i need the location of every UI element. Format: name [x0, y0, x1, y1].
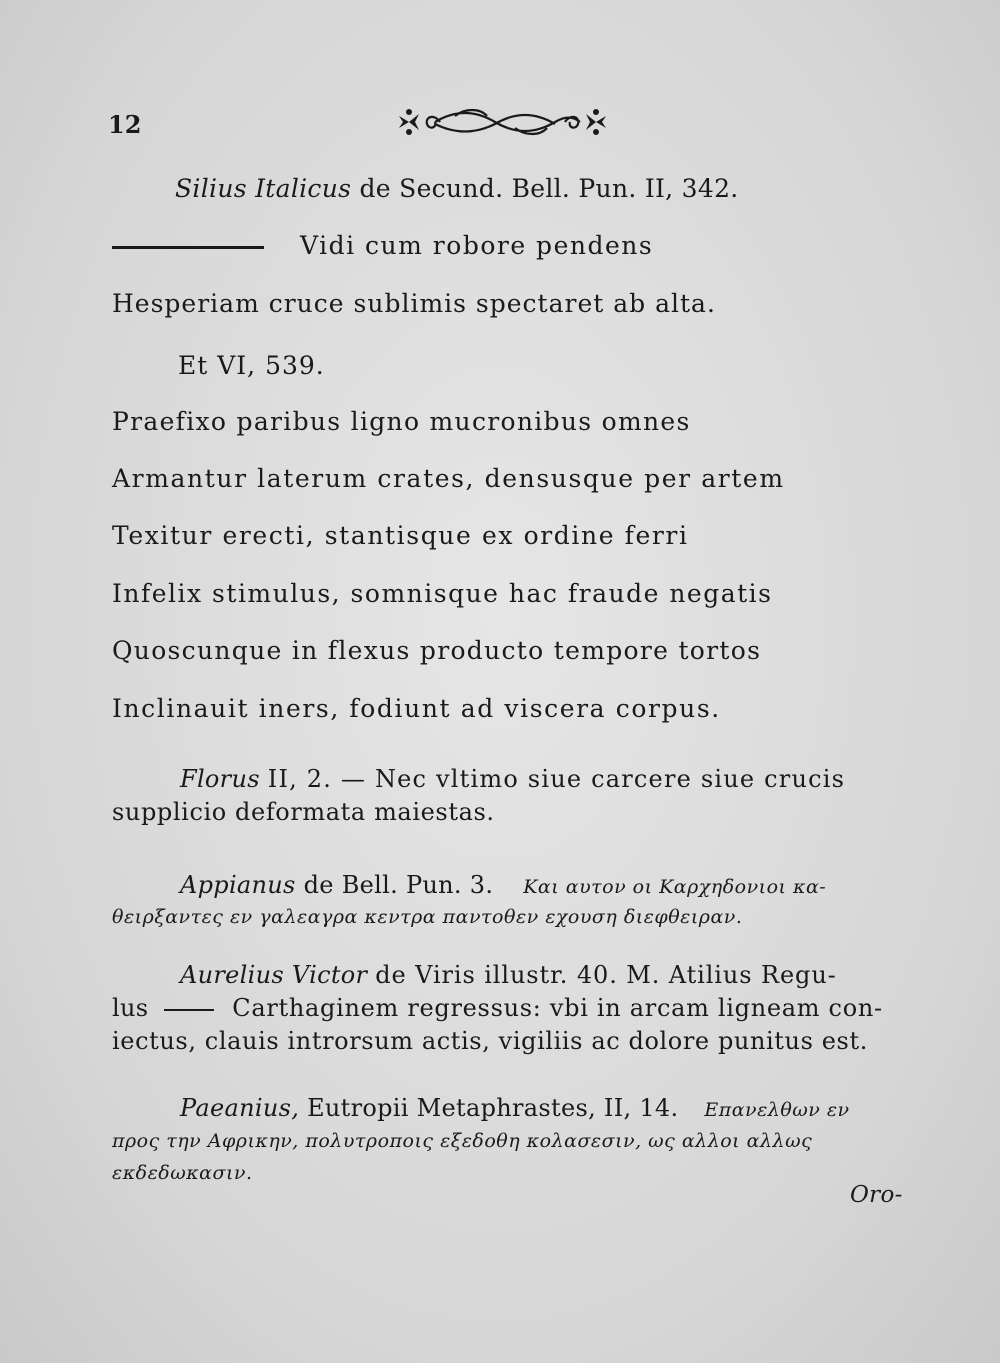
paeanius-author: Paeanius,: [180, 1094, 300, 1122]
aurelius-reference: de Viris illustr. 40. M. Atilius Regu-: [375, 961, 837, 989]
paeanius-greek-1: Επανελθων εν: [704, 1099, 850, 1121]
verse-line-1-text: Vidi cum robore pendens: [300, 231, 654, 260]
verse-line-3: Praefixo paribus ligno mucronibus omnes: [112, 407, 691, 436]
appianus-greek-1: Και αυτον οι Καρχηδονιοι κα-: [523, 876, 827, 898]
verse-line-4: Armantur laterum crates, densusque per artem: [112, 464, 785, 493]
verse-line-2: Hesperiam cruce sublimis spectaret ab alta.: [112, 289, 716, 318]
silius-reference: de Secund. Bell. Pun. II, 342.: [359, 174, 739, 203]
florus-line-1: [180, 764, 902, 794]
verse-line-1: [112, 231, 653, 261]
aurelius-author: Aurelius Victor: [180, 961, 368, 989]
paeanius-greek-3: εκδεδωκασιν.: [112, 1162, 253, 1184]
aurelius-line-1: [180, 960, 837, 990]
aurelius-line-2-text: Carthaginem regressus: vbi in arcam ligneam con-: [232, 994, 883, 1022]
verse-line-5: Texitur erecti, stantisque ex ordine ferri: [112, 521, 689, 550]
paeanius-greek-2: προς την Αφρικην, πολυτροποις εξεδοθη κολασεσιν, ως αλλοι αλλως: [112, 1130, 813, 1152]
verse-line-8: Inclinauit iners, fodiunt ad viscera corpus.: [112, 694, 721, 723]
et-reference: Et VI, 539.: [178, 351, 325, 380]
florus-author: Florus: [180, 765, 260, 793]
florus-text-1: II, 2. — Nec vltimo siue carcere siue crucis: [267, 765, 846, 793]
printers-ornament-icon: [395, 104, 610, 140]
catchword: Oro-: [850, 1182, 903, 1208]
silius-author: Silius Italicus: [175, 174, 352, 203]
silius-citation: [175, 174, 739, 204]
florus-line-2: supplicio deformata maiestas.: [112, 798, 495, 826]
aurelius-line-2: [112, 993, 883, 1023]
em-rule: [112, 246, 264, 249]
appianus-author: Appianus: [180, 871, 296, 899]
verse-line-6: Infelix stimulus, somnisque hac fraude negatis: [112, 579, 773, 608]
aurelius-line-3: iectus, clauis introrsum actis, vigiliis ac dolore punitus est.: [112, 1027, 868, 1055]
paeanius-line-1: [180, 1093, 850, 1125]
appianus-line-1: [180, 870, 826, 902]
appianus-greek-2: θειρξαντες εν γαλεαγρα κεντρα παντοθεν εχουση διεφθειραν.: [112, 906, 743, 928]
verse-line-7: Quoscunque in flexus producto tempore tortos: [112, 636, 762, 665]
appianus-reference: de Bell. Pun. 3.: [303, 871, 494, 899]
aurelius-line-2-start: lus: [112, 994, 149, 1022]
paeanius-reference: Eutropii Metaphrastes, II, 14.: [307, 1094, 679, 1122]
page-number: 12: [108, 110, 142, 139]
em-rule-2: [164, 1009, 214, 1011]
